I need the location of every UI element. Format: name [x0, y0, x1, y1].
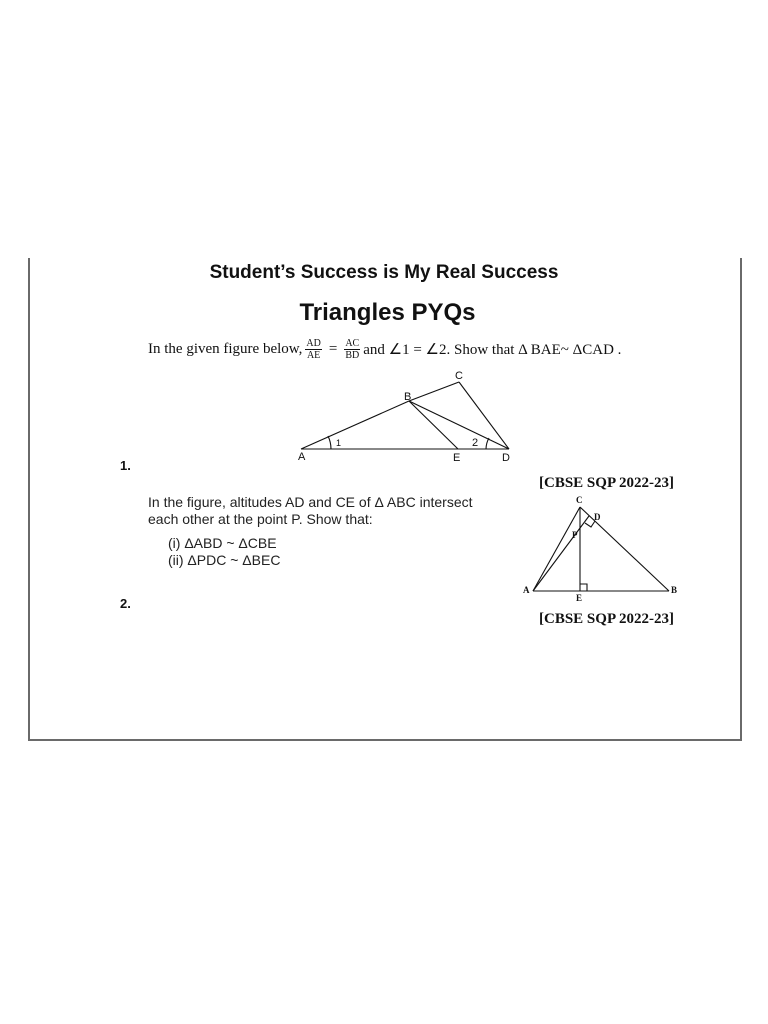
angle-label-1: 1 [336, 438, 342, 448]
altitude-ad [533, 516, 589, 591]
vertex-label-b: B [671, 585, 678, 595]
fraction-numerator: AD [306, 338, 321, 349]
fraction-denominator: AE [306, 350, 321, 361]
vertex-label-c: C [576, 495, 583, 505]
q1-prefix: In the given figure below, [148, 341, 303, 357]
q1-suffix: and ∠1 = ∠2. Show that Δ BAE~ ΔCAD . [363, 342, 622, 358]
question-1-source: [CBSE SQP 2022-23] [539, 475, 675, 491]
question-2-line-1: In the figure, altitudes AD and CE of Δ ABC intersect [148, 494, 473, 510]
question-2-number: 2. [120, 596, 131, 611]
fraction-denominator: BD [345, 350, 360, 361]
vertex-label-e: E [576, 593, 583, 603]
page-tagline: Student’s Success is My Real Success [209, 262, 559, 283]
equals-sign: = [328, 341, 338, 357]
right-angle-mark-e [580, 584, 587, 591]
vertex-label-c: C [455, 370, 463, 382]
question-2-part-i: (i) ΔABD ~ ΔCBE [168, 535, 277, 551]
fraction-numerator: AC [345, 338, 360, 349]
vertex-label-p: P [572, 530, 578, 540]
angle-label-2: 2 [472, 437, 479, 449]
vertex-label-d: D [594, 512, 601, 522]
vertex-label-d: D [502, 452, 510, 464]
question-2-part-ii: (ii) ΔPDC ~ ΔBEC [168, 552, 281, 568]
question-2-source: [CBSE SQP 2022-23] [539, 611, 675, 627]
page-title: Triangles PYQs [299, 299, 476, 326]
vertex-label-b: B [404, 391, 412, 403]
line-ac [533, 507, 580, 591]
question-2-line-2: each other at the point P. Show that: [148, 511, 373, 527]
question-1-number: 1. [120, 458, 131, 473]
vertex-label-e: E [453, 452, 461, 464]
vertex-label-a: A [298, 451, 306, 463]
vertex-label-a: A [523, 585, 530, 595]
